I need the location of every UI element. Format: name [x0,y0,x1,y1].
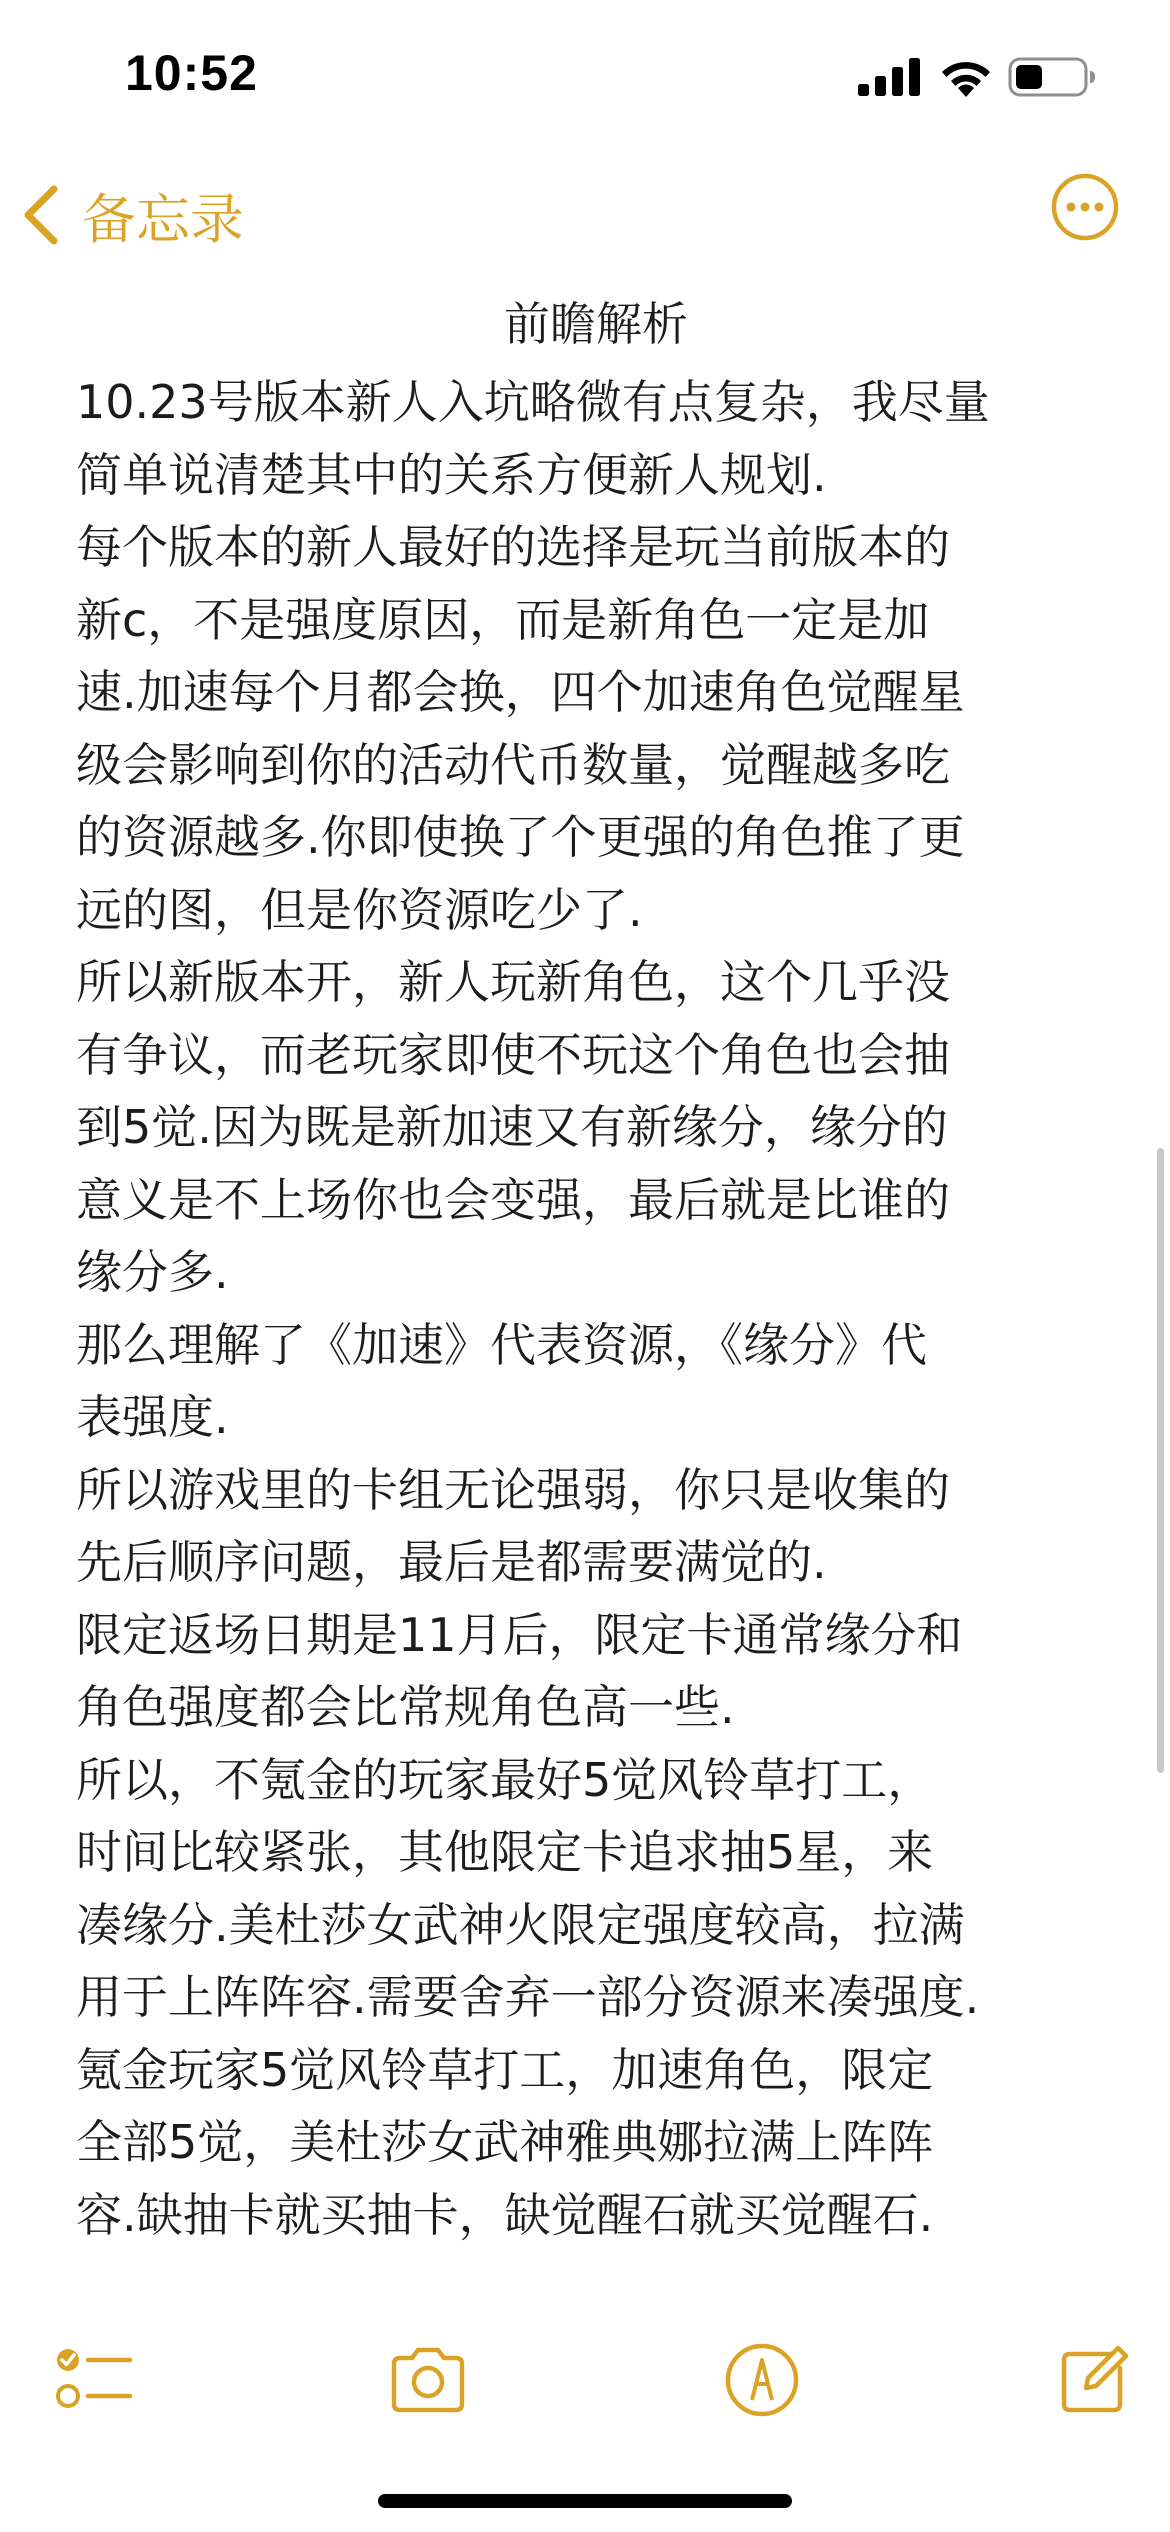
note-line: 角色强度都会比常规角色高一些. [76,1680,735,1734]
camera-icon[interactable] [386,2338,470,2422]
status-bar [0,0,1170,150]
wifi-icon [938,56,994,98]
home-indicator[interactable] [378,2494,792,2508]
note-line: 限定返场日期是11月后，限定卡通常缘分和 [76,1607,963,1662]
note-content[interactable] [76,288,1116,2278]
back-label: 备忘录 [82,187,244,251]
scroll-indicator[interactable] [1157,1148,1164,1773]
note-line: 表强度. [76,1390,229,1444]
compose-icon[interactable] [1052,2338,1136,2422]
chevron-left-icon [20,183,64,247]
note-title: 前瞻解析 [504,297,688,351]
signal-icon [858,58,920,96]
note-line: 每个版本的新人最好的选择是玩当前版本的 [76,520,950,574]
note-line: 氪金玩家5觉风铃草打工，加速角色，限定 [76,2042,934,2097]
note-line: 速.加速每个月都会换，四个加速角色觉醒星 [76,665,965,719]
note-line: 远的图，但是你资源吃少了. [76,882,643,937]
ellipsis-circle-icon[interactable] [1050,172,1120,242]
note-line: 级会影响到你的活动代币数量，觉醒越多吃 [76,737,950,792]
note-line: 缘分多. [76,1245,229,1299]
markup-pen-icon[interactable] [720,2338,804,2422]
note-body [76,366,1116,2251]
note-line: 到5觉.因为既是新加速又有新缘分，缘分的 [76,1100,948,1154]
note-line: 所以游戏里的卡组无论强弱，你只是收集的 [76,1462,950,1517]
bottom-toolbar [0,2320,1170,2440]
note-line: 时间比较紧张，其他限定卡追求抽5星，来 [76,1825,934,1879]
note-line: 先后顺序问题，最后是都需要满觉的. [76,1535,827,1589]
note-line: 所以新版本开，新人玩新角色，这个几乎没 [76,955,950,1009]
note-line: 10.23号版本新人入坑略微有点复杂，我尽量 [76,375,990,429]
note-line: 全部5觉，美杜莎女武神雅典娜拉满上阵阵 [76,2115,934,2169]
note-line: 那么理解了《加速》代表资源，《缘分》代 [76,1317,927,1372]
note-line: 所以，不氪金的玩家最好5觉风铃草打工， [76,1752,934,1807]
checklist-icon[interactable] [52,2338,136,2422]
note-line: 的资源越多.你即使换了个更强的角色推了更 [76,810,965,864]
note-line: 新c，不是强度原因，而是新角色一定是加 [76,592,930,647]
note-line: 简单说清楚其中的关系方便新人规划. [76,447,827,502]
status-time: 10:52 [125,45,258,101]
back-button[interactable] [20,160,244,270]
note-line: 凑缘分.美杜莎女武神火限定强度较高，拉满 [76,1897,965,1952]
battery-icon [1008,56,1096,98]
note-line: 容.缺抽卡就买抽卡，缺觉醒石就买觉醒石. [76,2187,934,2242]
note-line: 意义是不上场你也会变强，最后就是比谁的 [76,1172,950,1227]
nav-bar [0,160,1170,270]
note-line: 有争议，而老玩家即使不玩这个角色也会抽 [76,1027,950,1082]
note-line: 用于上阵阵容.需要舍弃一部分资源来凑强度. [76,1970,980,2024]
